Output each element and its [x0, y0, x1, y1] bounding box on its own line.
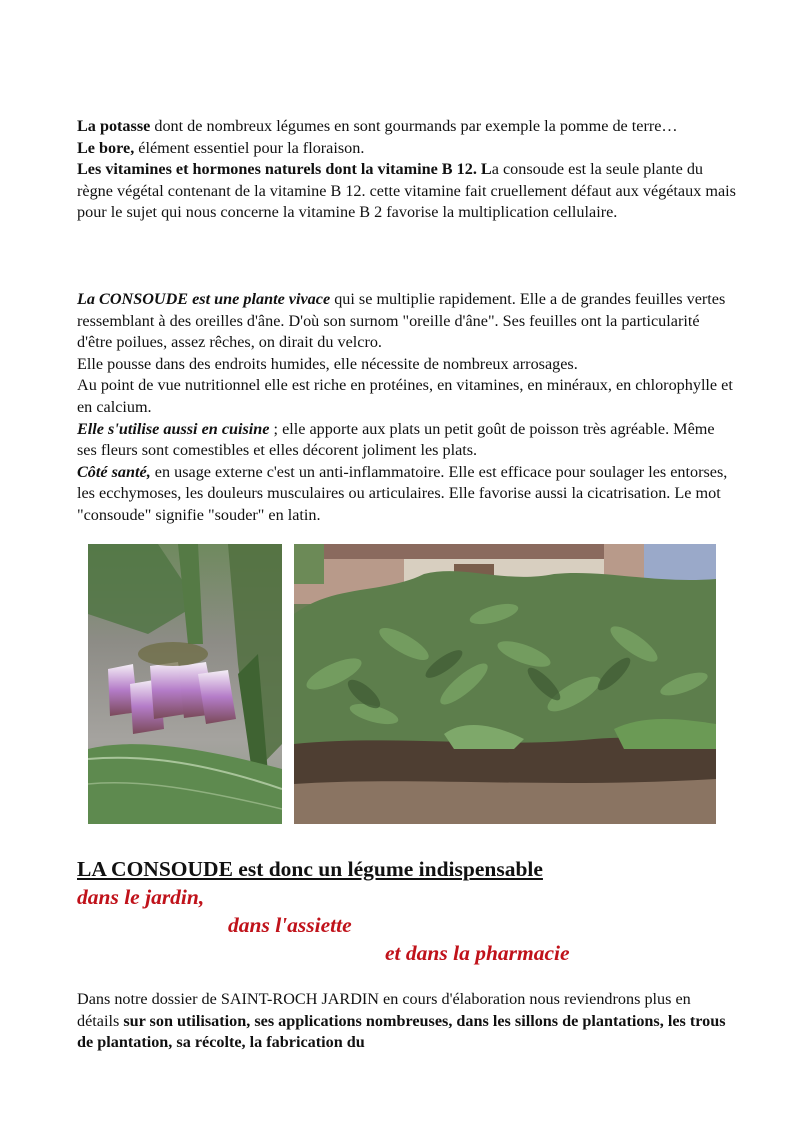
paragraph-sante	[77, 462, 737, 527]
description-section	[77, 289, 737, 527]
comfrey-garden-photo	[294, 544, 716, 824]
closing-section	[77, 989, 737, 1054]
comfrey-flower-photo	[88, 544, 282, 824]
paragraph-vitamines	[77, 159, 737, 224]
summary-line-assiette: dans l'assiette	[228, 913, 352, 937]
flower-image	[88, 544, 282, 824]
term-vivace: La CONSOUDE est une plante vivace	[77, 290, 331, 308]
summary-line-pharmacie: et dans la pharmacie	[385, 941, 570, 965]
term-closing: sur son utilisation, ses applications nombreuses, dans les sillons de plantations, les trous de plantation, sa récolte, la fabrication du	[77, 1011, 726, 1052]
paragraph-cuisine	[77, 419, 737, 462]
text-bore: élément essentiel pour la floraison.	[134, 138, 365, 157]
term-vitamines: Les vitamines et hormones naturels dont la vitamine B 12. L	[77, 160, 492, 179]
garden-image	[294, 544, 716, 824]
intro-section	[77, 116, 737, 224]
term-bore: Le bore,	[77, 138, 135, 157]
paragraph-vivace	[77, 289, 737, 354]
term-cuisine: Elle s'utilise aussi en cuisine	[77, 419, 270, 438]
paragraph-humide: Elle pousse dans des endroits humides, elle nécessite de nombreux arrosages.	[77, 354, 578, 373]
text-vivace: qui se multiplie rapidement. Elle a de grandes feuilles vertes ressemblant à des oreilles d'âne. D'où son surnom "oreille d'âne". Ses feuilles ont la particularité d'être poilues, assez rêches, on dirait du velcro.	[77, 290, 726, 352]
paragraph-nutrition: Au point de vue nutritionnel elle est riche en protéines, en vitamines, en minéraux, en chlorophylle et en calcium.	[77, 376, 733, 416]
term-sante: Côté santé,	[77, 462, 151, 481]
text-sante: en usage externe c'est un anti-inflammatoire. Elle est efficace pour soulager les entorses, les ecchymoses, les douleurs musculaires ou articulaires. Elle favorise aussi la cicatrisation. Le mot "consoude" signifie "souder" en latin.	[77, 462, 728, 524]
paragraph-potasse	[77, 116, 737, 138]
term-potasse: La potasse	[77, 117, 151, 135]
text-closing: Dans notre dossier de SAINT-ROCH JARDIN en cours d'élaboration nous reviendrons plus en détails	[77, 990, 691, 1030]
paragraph-bore	[77, 138, 737, 160]
text-vitamines: a consoude est la seule plante du règne végétal contenant de la vitamine B 12. cette vitamine fait cruellement défaut aux végétaux mais pour le sujet qui nous concerne la vitamine B 2 favorise la multiplication cellulaire.	[77, 160, 736, 222]
text-cuisine: ; elle apporte aux plats un petit goût de poisson très agréable. Même ses fleurs sont comestibles et elles décorent joliment les plats.	[77, 419, 715, 460]
summary-line-jardin: dans le jardin,	[77, 885, 205, 909]
text-potasse: dont de nombreux légumes en sont gourmands par exemple la pomme de terre…	[150, 117, 678, 135]
summary-heading: LA CONSOUDE est donc un légume indispensable	[77, 857, 543, 881]
paragraph-closing	[77, 989, 737, 1054]
